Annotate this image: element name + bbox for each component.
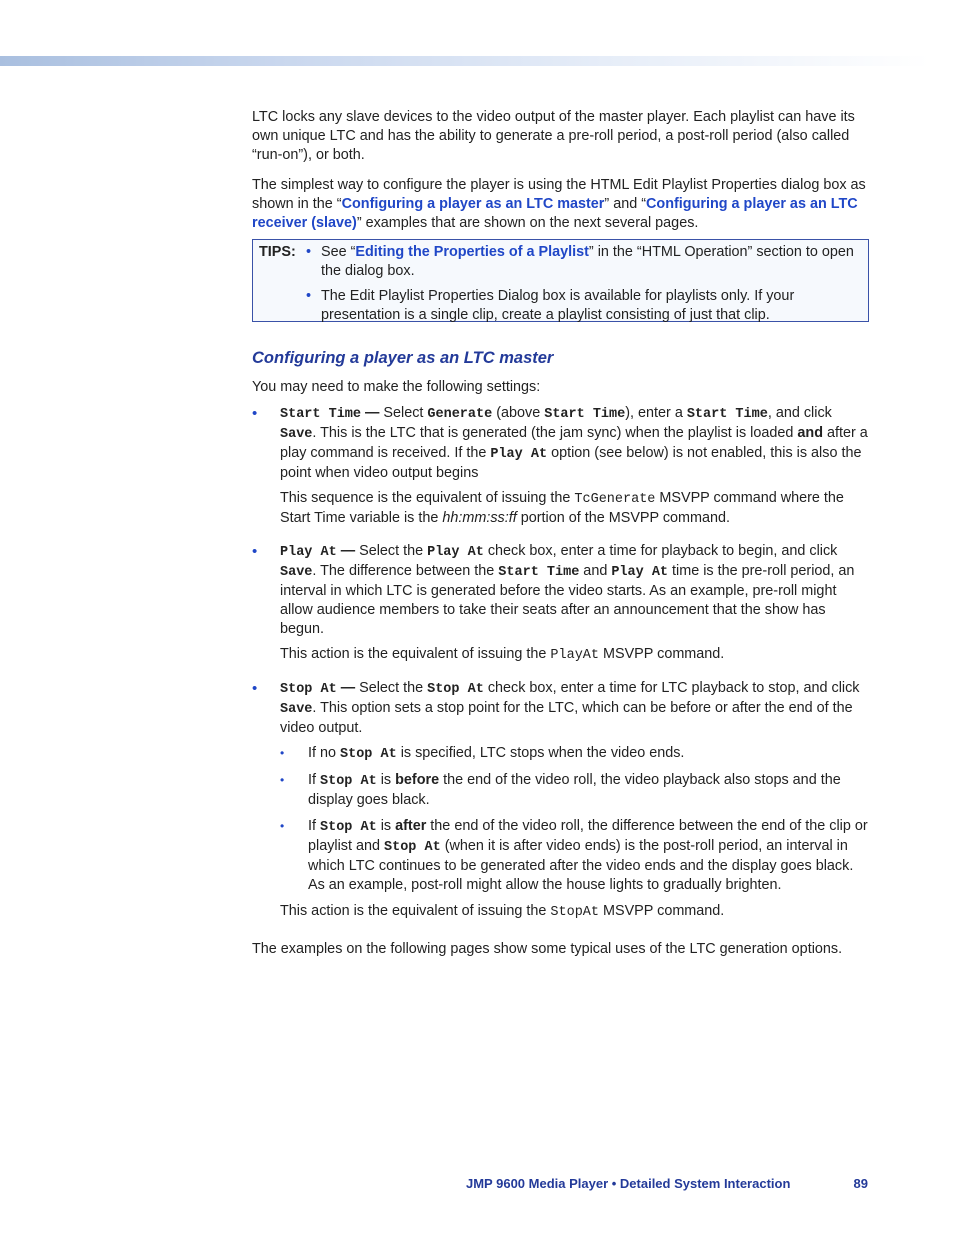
- code: Generate: [427, 407, 493, 422]
- code: Play At: [490, 447, 548, 462]
- sub-item: [280, 771, 872, 810]
- text: check box, enter a time for LTC playback to stop, and click: [483, 680, 860, 696]
- text: MSVPP command.: [599, 903, 725, 919]
- code: Start Time: [498, 565, 580, 580]
- setting-note: [280, 902, 872, 922]
- sub-item-text: [308, 771, 872, 810]
- term-stop-at: Stop At: [280, 682, 337, 697]
- term-play-at: Play At: [280, 545, 337, 560]
- bullet-icon: •: [306, 288, 312, 304]
- emphasis: before: [395, 772, 440, 788]
- text: the end of the video roll, the video playback also stops and the display goes black.: [308, 772, 841, 808]
- text: is specified, LTC stops when the video ends.: [396, 745, 685, 761]
- code: Save: [280, 702, 313, 717]
- section-heading: Configuring a player as an LTC master: [252, 349, 554, 367]
- code: Start Time: [544, 407, 626, 422]
- page-number: 89: [853, 1176, 868, 1191]
- text: , and click: [767, 405, 832, 421]
- code: Play At: [427, 545, 484, 560]
- page-footer: [466, 1174, 868, 1193]
- code: Play At: [611, 565, 669, 580]
- text: ” and “: [604, 196, 647, 212]
- text: ), enter a: [625, 405, 687, 421]
- tip-item: [306, 243, 858, 281]
- code: Save: [280, 427, 313, 442]
- text: This action is the equivalent of issuing the: [280, 646, 551, 662]
- text: MSVPP command where the Start Time variable is the: [280, 490, 844, 526]
- emphasis: after: [395, 818, 427, 834]
- tips-list: [306, 243, 858, 325]
- emphasis: and: [797, 425, 823, 441]
- text: Select the: [355, 543, 428, 559]
- text: ” in the “HTML Operation” section to open the dialog box.: [321, 244, 854, 279]
- setting-note: [280, 489, 872, 528]
- code: Stop At: [427, 682, 484, 697]
- code: Start Time: [686, 407, 768, 422]
- code: Stop At: [320, 774, 377, 789]
- text: The simplest way to configure the player is using the HTML Edit Playlist Properties dialog box as shown in the “: [252, 177, 866, 212]
- text: the end of the video roll, the difference between the end of the clip or playlist and: [308, 818, 868, 854]
- code: Stop At: [320, 820, 377, 835]
- setting-play-at: [252, 542, 872, 665]
- intro-paragraph-1: LTC locks any slave devices to the video output of the master player. Each playlist can have its own unique LTC and has the ability to generate a pre-roll period, a post-roll period (also called “run-on”), or both.: [252, 109, 855, 163]
- sub-item: [280, 817, 872, 895]
- text: Select: [379, 405, 428, 421]
- code: Stop At: [384, 840, 441, 855]
- page-content: [252, 108, 872, 959]
- setting-description: [280, 404, 872, 483]
- text: check box, enter a time for playback to begin, and click: [483, 543, 838, 559]
- text: and: [579, 563, 612, 579]
- bullet-icon: •: [252, 543, 258, 560]
- text: . The difference between the: [312, 563, 499, 579]
- setting-note: [280, 645, 872, 665]
- setting-description: [280, 542, 872, 639]
- section-lead: You may need to make the following settings:: [252, 379, 541, 395]
- text: If: [308, 772, 320, 788]
- text: time is the pre-roll period, an interval in which LTC is generated before the video starts. As an example, pre-roll might allow audience members to take their seats after an announcement that the show has begun.: [280, 563, 855, 637]
- text: option (see below) is not enabled, this is also the point when video output begins: [280, 445, 862, 481]
- dash: —: [336, 680, 356, 696]
- closing-paragraph: The examples on the following pages show some typical uses of the LTC generation options.: [252, 941, 843, 957]
- text: after a play command is received. If the: [280, 425, 868, 461]
- bullet-icon: •: [280, 773, 285, 787]
- text: . This option sets a stop point for the LTC, which can be before or after the end of the video output.: [280, 700, 853, 736]
- dash: —: [336, 543, 356, 559]
- text: is: [376, 818, 396, 834]
- bullet-icon: •: [252, 680, 258, 697]
- text: portion of the MSVPP command.: [516, 510, 731, 526]
- sub-item-text: [308, 817, 872, 895]
- code: Stop At: [340, 747, 397, 762]
- link-ltc-master[interactable]: Configuring a player as an LTC master: [341, 196, 605, 212]
- text: Select the: [355, 680, 428, 696]
- code: TcGenerate: [574, 492, 656, 507]
- text: MSVPP command.: [599, 646, 725, 662]
- setting-description: [280, 679, 872, 738]
- link-ltc-receiver[interactable]: Configuring a player as an LTC receiver (slave): [252, 196, 858, 231]
- code: PlayAt: [550, 648, 599, 663]
- text: If: [308, 818, 320, 834]
- text: If no: [308, 745, 340, 761]
- link-editing-properties[interactable]: Editing the Properties of a Playlist: [355, 244, 589, 260]
- tips-box: [252, 239, 869, 322]
- footer-title: JMP 9600 Media Player • Detailed System Interaction: [466, 1176, 791, 1191]
- setting-stop-at: [252, 679, 872, 922]
- code: Save: [280, 565, 313, 580]
- code: StopAt: [550, 905, 599, 920]
- header-gradient-bar: [0, 56, 930, 66]
- bullet-icon: •: [280, 819, 285, 833]
- text: ” examples that are shown on the next several pages.: [356, 215, 699, 231]
- intro-paragraph-2: [252, 176, 872, 233]
- italic-text: hh:mm:ss:ff: [442, 510, 517, 526]
- tips-label: TIPS:: [259, 244, 296, 260]
- tip-item: [306, 287, 858, 325]
- text: See “: [321, 244, 356, 260]
- bullet-icon: •: [306, 244, 312, 260]
- text: This sequence is the equivalent of issuing the: [280, 490, 575, 506]
- term-start-time: Start Time: [280, 407, 362, 422]
- dash: —: [361, 405, 380, 421]
- bullet-icon: •: [252, 405, 258, 422]
- text: is: [376, 772, 396, 788]
- text: . This is the LTC that is generated (the jam sync) when the playlist is loaded: [312, 425, 798, 441]
- setting-start-time: [252, 404, 872, 528]
- sub-item: [280, 744, 872, 764]
- text: (when it is after video ends) is the post-roll period, an interval in which LTC continues to be generated after the video ends and the display goes black. As an example, post-roll might allow the house lights to gradually brighten.: [308, 838, 854, 893]
- text: The Edit Playlist Properties Dialog box is available for playlists only. If your presentation is a single clip, create a playlist consisting of just that clip.: [321, 288, 795, 323]
- sub-item-text: [308, 744, 872, 764]
- bullet-icon: •: [280, 746, 285, 760]
- text: (above: [492, 405, 545, 421]
- text: This action is the equivalent of issuing the: [280, 903, 551, 919]
